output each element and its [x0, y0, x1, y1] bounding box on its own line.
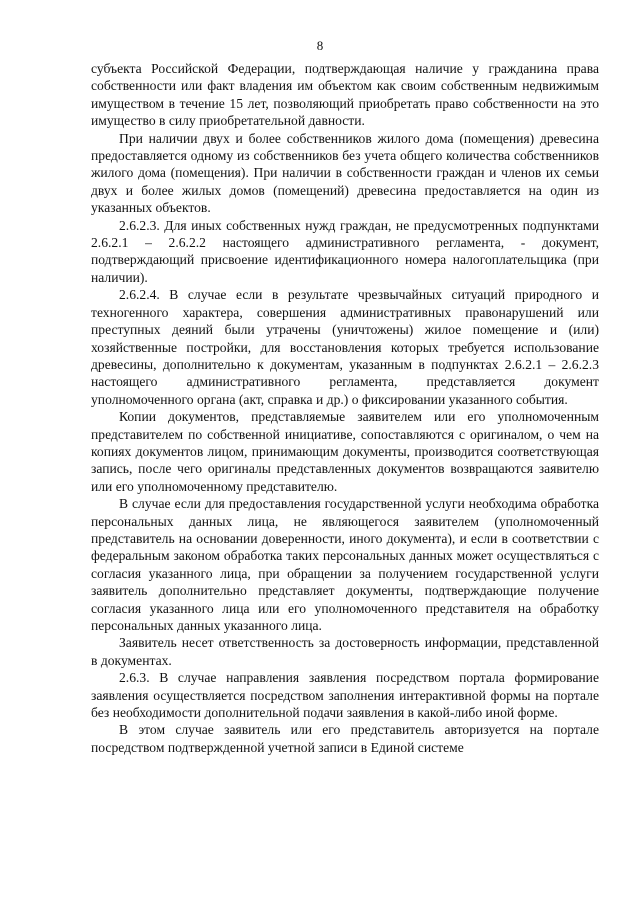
paragraph: 2.6.2.4. В случае если в результате чрезвычайных ситуаций природного и техногенного характера, совершения административных правонарушений или преступных деяний были утрачены (уничтожены) жилое помещение и (или) хозяйственные постройки, для восстановления которых требуется использование древесины, дополнительно к документам, указанным в подпунктах 2.6.2.1 – 2.6.2.3 настоящего административного регламента, представляется документ уполномоченного органа (акт, справка и др.) о фиксировании указанного события.	[91, 287, 599, 407]
paragraph: 2.6.3. В случае направления заявления посредством портала формирование заявления осуществляется посредством заполнения интерактивной формы на портале без необходимости дополнительной подачи заявления в какой-либо иной форме.	[91, 670, 599, 721]
paragraph: В этом случае заявитель или его представитель авторизуется на портале посредством подтвержденной учетной записи в Единой системе	[91, 722, 599, 755]
document-body	[91, 60, 599, 756]
paragraph: 2.6.2.3. Для иных собственных нужд граждан, не предусмотренных подпунктами 2.6.2.1 – 2.6.2.2 настоящего административного регламента, - документ, подтверждающий присвоение идентификационного номера налогоплательщика (при наличии).	[91, 217, 599, 285]
paragraph: При наличии двух и более собственников жилого дома (помещения) древесина предоставляется одному из собственников без учета общего количества собственников жилого дома (помещения). При наличии в собственности граждан и членов их семьи двух и более жилых домов (помещений) древесина предоставляется на один из указанных объектов.	[91, 130, 599, 216]
paragraph: Копии документов, представляемые заявителем или его уполномоченным представителем по собственной инициативе, сопоставляются с оригиналом, о чем на копиях документов лицом, принимающим документы, производится соответствующая запись, после чего оригиналы представленных документов возвращаются заявителю или его уполномоченному представителю.	[91, 409, 599, 494]
paragraph: субъекта Российской Федерации, подтверждающая наличие у гражданина права собственности или факт владения им объектом как своим собственным недвижимым имуществом в течение 15 лет, позволяющий приобретать право собственности на это имущество в силу приобретательной давности.	[91, 61, 599, 129]
paragraph: В случае если для предоставления государственной услуги необходима обработка персональных данных лица, не являющегося заявителем (уполномоченный представитель на основании доверенности, иного документа), и если в соответствии с федеральным законом обработка таких персональных данных может осуществляться с согласия указанного лица, при обращении за получением государственной услуги заявитель дополнительно представляет документы, подтверждающие получение согласия указанного лица или его уполномоченного представителя на обработку персональных данных указанного лица.	[91, 496, 599, 633]
paragraph: Заявитель несет ответственность за достоверность информации, представленной в документах.	[91, 635, 599, 668]
page-number: 8	[316, 38, 324, 53]
